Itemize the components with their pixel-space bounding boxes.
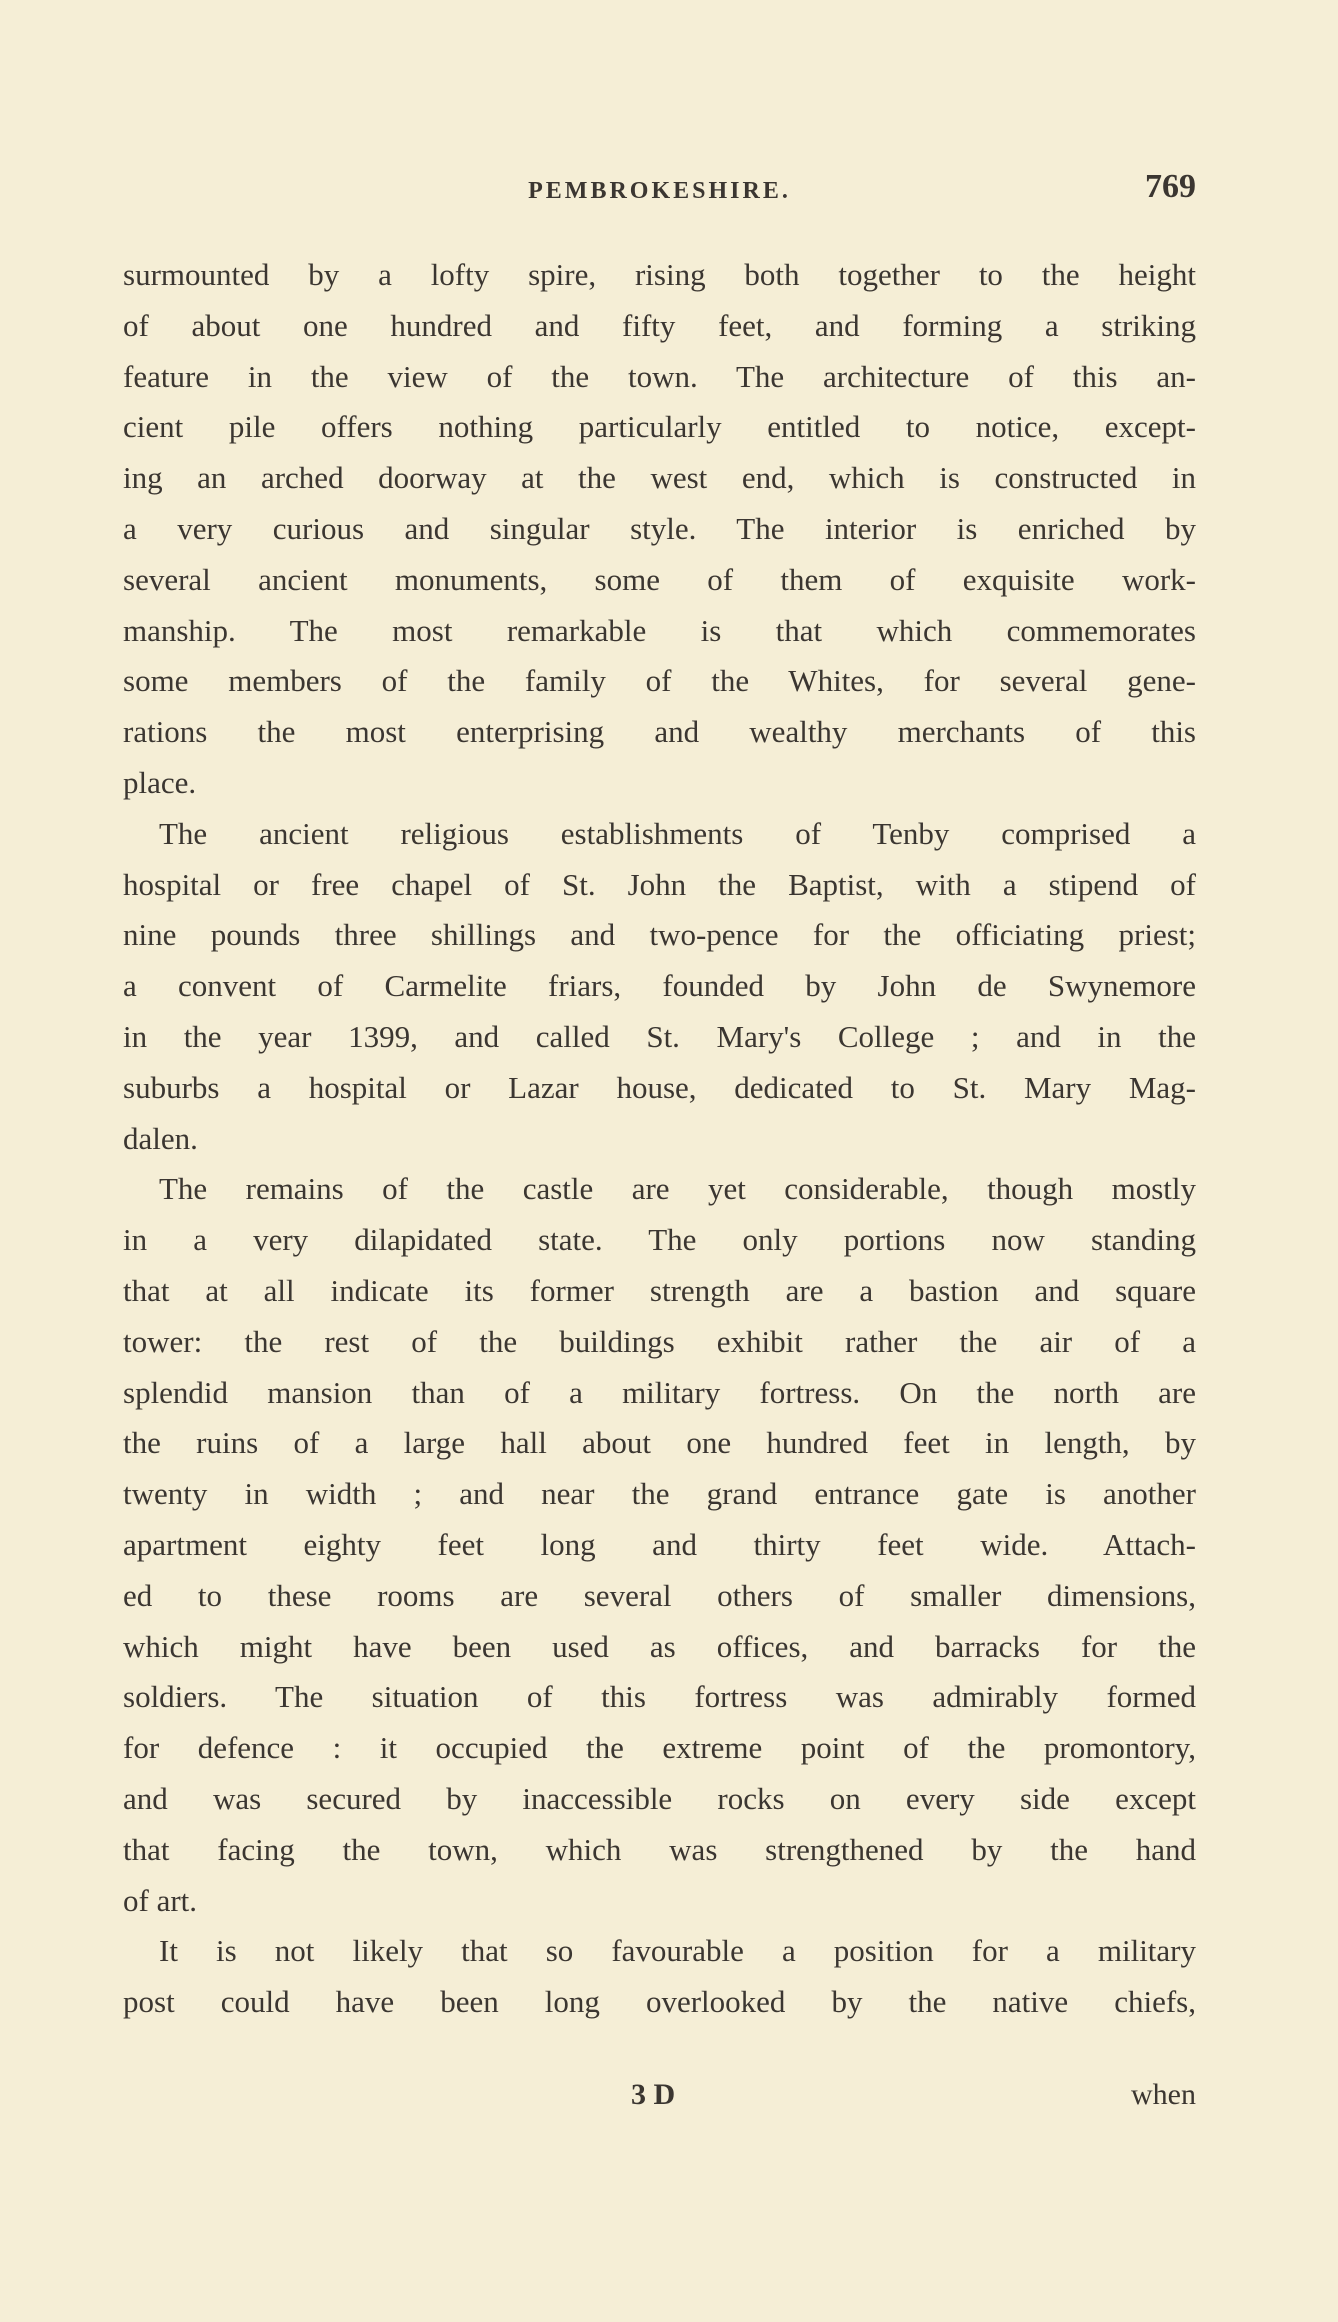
text-line: that facing the town, which was strengthened by the hand: [123, 1831, 1196, 1867]
text-line: place.: [123, 764, 197, 800]
running-title: PEMBROKESHIRE.: [528, 178, 791, 204]
text-line: in a very dilapidated state. The only portions now standing: [123, 1222, 1196, 1258]
text-line: rations the most enterprising and wealthy merchants of this: [123, 714, 1196, 750]
text-line: apartment eighty feet long and thirty feet wide. Attach-: [123, 1526, 1196, 1562]
text-line: post could have been long overlooked by the native chiefs,: [123, 1984, 1196, 2020]
text-line: a convent of Carmelite friars, founded by John de Swynemore: [123, 968, 1196, 1004]
text-line: ing an arched doorway at the west end, which is constructed in: [123, 460, 1196, 496]
text-line: several ancient monuments, some of them of exquisite work-: [123, 561, 1196, 597]
text-line: feature in the view of the town. The architecture of this an-: [123, 358, 1196, 394]
text-line: nine pounds three shillings and two-pence for the officiating priest;: [123, 917, 1196, 953]
text-line: The ancient religious establishments of Tenby comprised a: [159, 815, 1196, 851]
page-footer: [123, 2078, 1196, 2122]
text-line: soldiers. The situation of this fortress was admirably formed: [123, 1679, 1196, 1715]
text-line: manship. The most remarkable is that which commemorates: [123, 612, 1196, 648]
text-line: that at all indicate its former strength are a bastion and square: [123, 1272, 1196, 1308]
text-line: twenty in width ; and near the grand entrance gate is another: [123, 1476, 1196, 1512]
text-line: in the year 1399, and called St. Mary's College ; and in the: [123, 1018, 1196, 1054]
catchword: when: [1131, 2078, 1196, 2111]
text-line: It is not likely that so favourable a position for a military: [159, 1933, 1196, 1969]
text-line: which might have been used as offices, and barracks for the: [123, 1628, 1196, 1664]
text-line: and was secured by inaccessible rocks on every side except: [123, 1780, 1196, 1816]
page-number: 769: [1145, 168, 1196, 205]
body-text: [123, 250, 1196, 2028]
page-header: [123, 168, 1196, 212]
text-line: a very curious and singular style. The interior is enriched by: [123, 510, 1196, 546]
text-line: tower: the rest of the buildings exhibit rather the air of a: [123, 1323, 1196, 1359]
text-line: of about one hundred and fifty feet, and forming a striking: [123, 307, 1196, 343]
text-line: ed to these rooms are several others of smaller dimensions,: [123, 1577, 1196, 1613]
text-line: suburbs a hospital or Lazar house, dedicated to St. Mary Mag-: [123, 1069, 1196, 1105]
signature-mark: 3 D: [631, 2078, 676, 2111]
text-line: some members of the family of the Whites, for several gene-: [123, 663, 1196, 699]
text-line: splendid mansion than of a military fortress. On the north are: [123, 1374, 1196, 1410]
text-line: The remains of the castle are yet considerable, though mostly: [159, 1171, 1196, 1207]
text-line: cient pile offers nothing particularly entitled to notice, except-: [123, 409, 1196, 445]
text-line: for defence : it occupied the extreme point of the promontory,: [123, 1730, 1196, 1766]
text-line: dalen.: [123, 1120, 198, 1156]
text-line: the ruins of a large hall about one hundred feet in length, by: [123, 1425, 1196, 1461]
text-line: surmounted by a lofty spire, rising both together to the height: [123, 257, 1196, 292]
text-line: hospital or free chapel of St. John the Baptist, with a stipend of: [123, 866, 1196, 902]
text-line: of art.: [123, 1882, 198, 1918]
